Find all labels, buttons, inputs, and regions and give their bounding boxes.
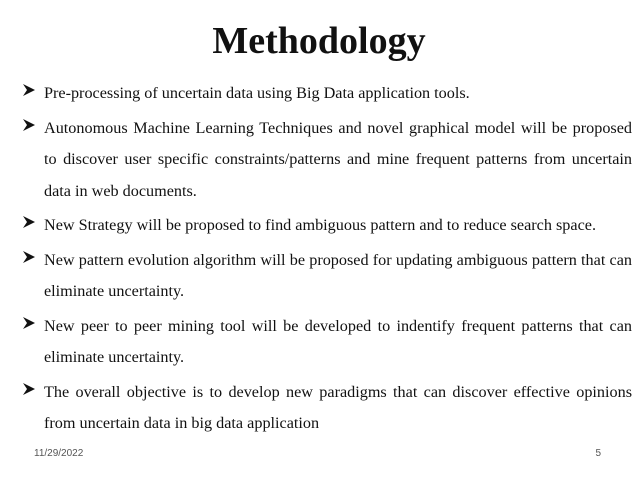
bullet-text: New pattern evolution algorithm will be proposed for updating ambiguous pattern that can eliminate uncertainty. [44, 250, 632, 300]
arrow-bullet-icon [22, 250, 36, 264]
bullet-text: New peer to peer mining tool will be developed to indentify frequent patterns that can eliminate uncertainty. [44, 316, 632, 366]
arrow-bullet-icon [22, 382, 36, 396]
bullet-text: New Strategy will be proposed to find ambiguous pattern and to reduce search space. [44, 216, 597, 234]
arrow-bullet-icon [22, 118, 36, 132]
bullet-text: The overall objective is to develop new paradigms that can discover effective opinions from uncertain data in big data application [44, 382, 632, 432]
arrow-bullet-icon [22, 215, 36, 229]
arrow-bullet-icon [22, 316, 36, 330]
bullet-item [20, 245, 632, 308]
slide-title: Methodology [212, 20, 426, 62]
slide-date: 11/29/2022 [34, 448, 84, 459]
bullet-item [20, 311, 632, 374]
bullet-item [20, 210, 632, 242]
bullet-item [20, 377, 632, 440]
bullet-text: Pre-processing of uncertain data using Big Data application tools. [44, 84, 470, 102]
page-number: 5 [595, 448, 601, 459]
bullet-text: Autonomous Machine Learning Techniques and novel graphical model will be proposed to discover user specific constraints/patterns and mine frequent patterns from uncertain data in web documents. [44, 118, 632, 200]
arrow-bullet-icon [22, 83, 36, 97]
bullet-list [20, 78, 632, 443]
bullet-item [20, 78, 632, 110]
bullet-item [20, 113, 632, 208]
